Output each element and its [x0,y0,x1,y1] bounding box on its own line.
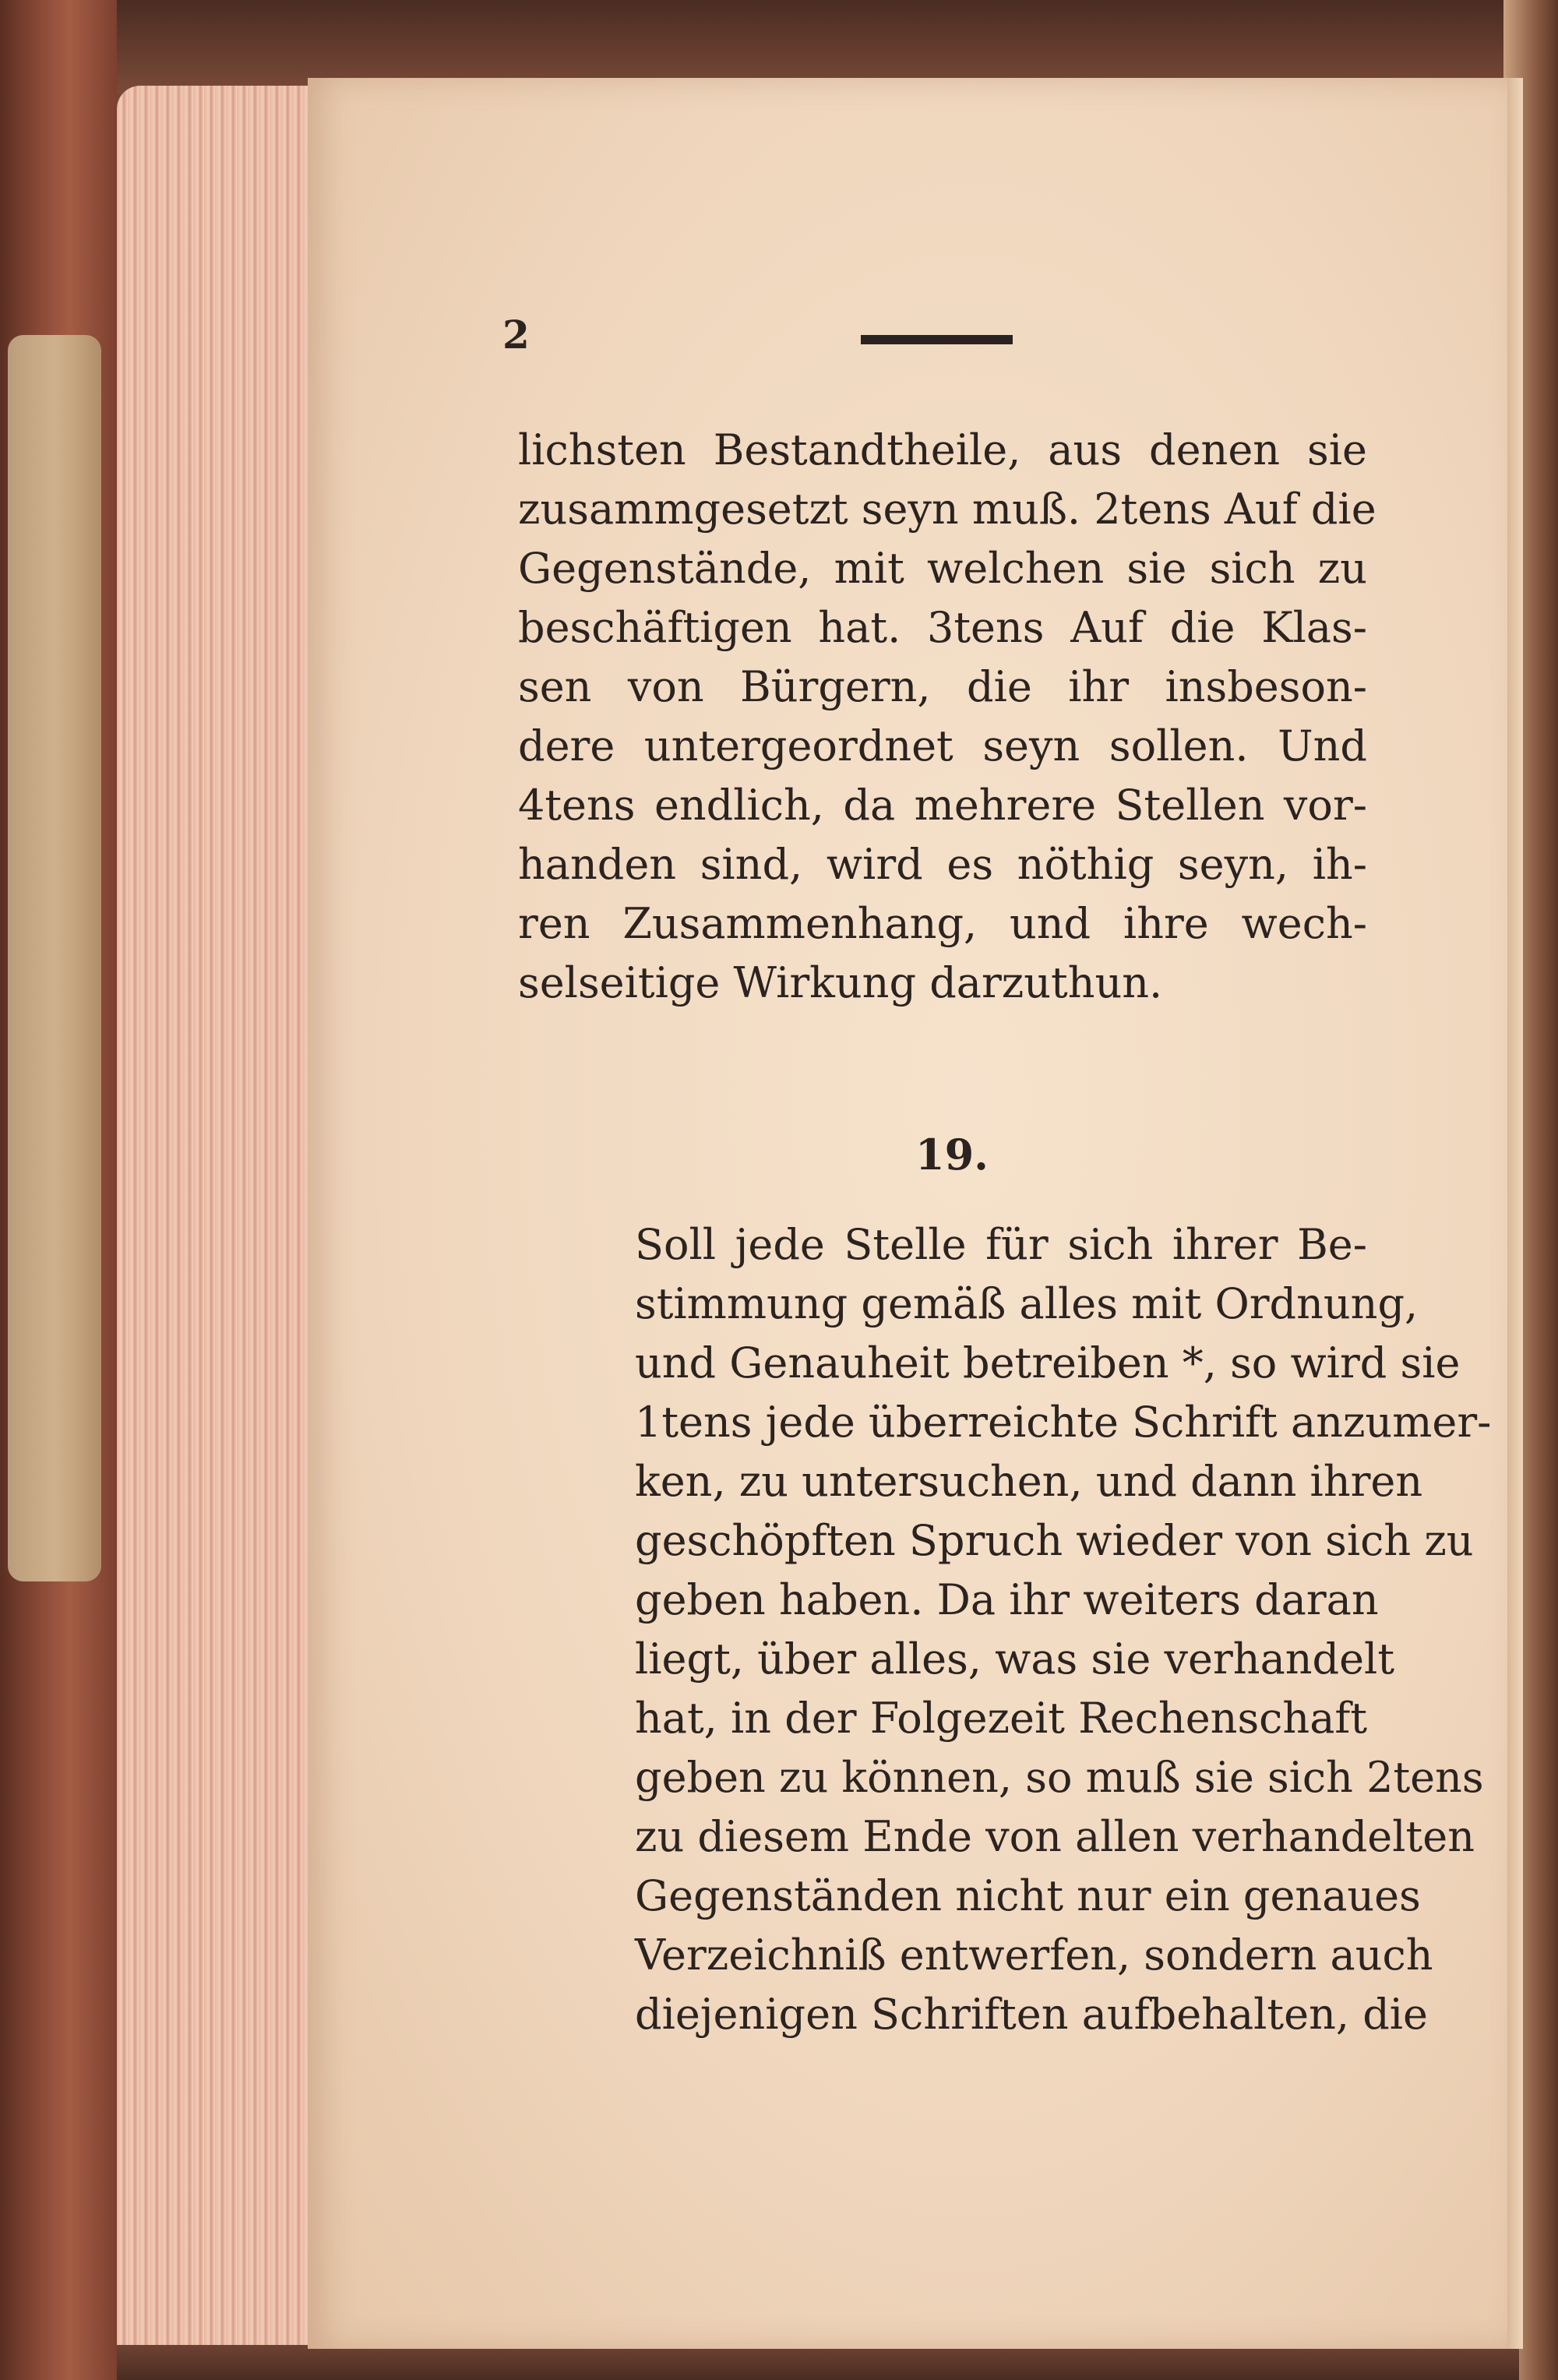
text-line: geschöpften Spruch wieder von sich zu [635,1516,1474,1565]
text-line: Soll jede Stelle für sich ihrer Be- [635,1220,1367,1269]
text-line: liegt, über alles, was sie verhandelt [635,1634,1395,1684]
book-page [308,78,1507,2349]
text-line: Verzeichniß entwerfen, sondern auch [635,1930,1433,1980]
text-line: geben haben. Da ihr weiters daran [635,1575,1379,1624]
text-line: ren Zusammenhang, und ihre wech- [518,899,1367,948]
text-line: dere untergeordnet seyn sollen. Und [518,721,1367,770]
text-line: zu diesem Ende von allen verhandelten [635,1812,1475,1861]
page-number: 2 [502,312,530,358]
text-line: selseitige Wirkung darzuthun. [518,958,1163,1007]
text-line: hat, in der Folgezeit Rechenschaft [635,1694,1368,1743]
text-line: geben zu können, so muß sie sich 2tens [635,1753,1484,1802]
paragraph-1 [518,421,1376,1013]
facing-page-edge [1507,78,1523,2349]
text-line: diejenigen Schriften aufbehalten, die [635,1990,1428,2039]
text-line: und Genauheit betreiben *, so wird sie [635,1338,1461,1387]
text-line: Gegenständen nicht nur ein genaues [635,1871,1421,1920]
text-line: beschäftigen hat. 3tens Auf die Klas- [518,603,1367,652]
text-line: Gegenstände, mit welchen sie sich zu [518,544,1367,593]
text-line: sen von Bürgern, die ihr insbeson- [518,662,1367,711]
text-line: 4tens endlich, da mehrere Stellen vor- [518,781,1367,830]
text-line: stimmung gemäß alles mit Ordnung, [635,1279,1419,1328]
text-line: lichsten Bestandtheile, aus denen sie [518,425,1367,474]
header-rule [861,335,1013,344]
section-number: 19. [915,1130,989,1179]
text-line: 1tens jede überreichte Schrift anzumer- [635,1398,1492,1447]
paragraph-2 [518,1215,1492,2044]
cover-wear-patch [8,335,101,1581]
page-header [502,312,1367,405]
text-line: ken, zu untersuchen, und dann ihren [635,1457,1423,1506]
text-line: handen sind, wird es nöthig seyn, ih- [518,840,1367,889]
page-edges [117,86,312,2345]
text-line: zusammgesetzt seyn muß. 2tens Auf die [518,485,1376,534]
